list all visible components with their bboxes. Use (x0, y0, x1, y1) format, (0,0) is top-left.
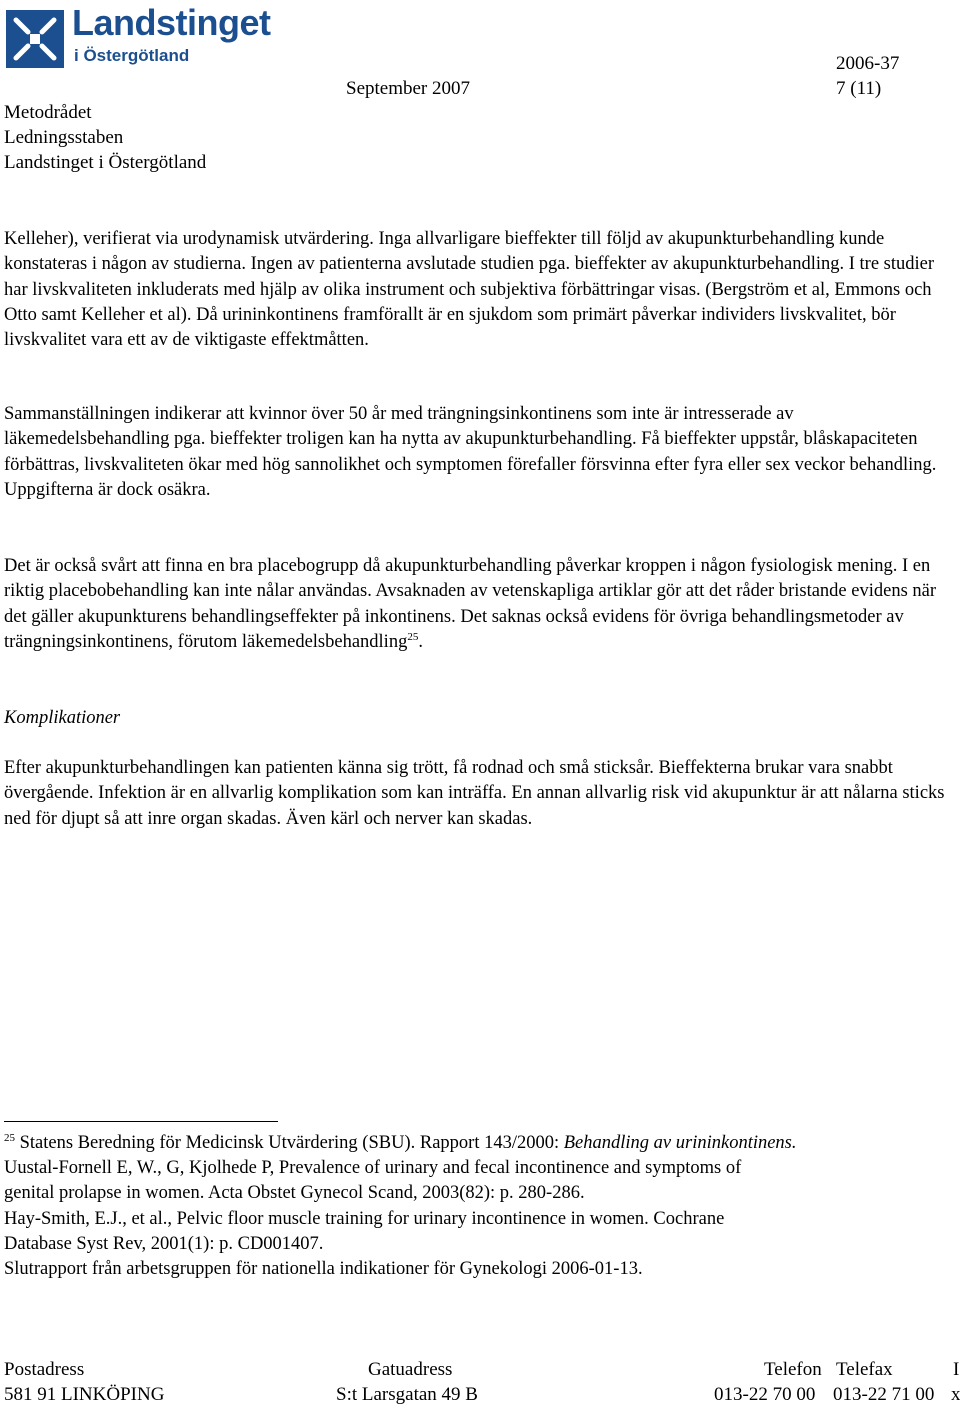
footnote-reference-2: Hay-Smith, E.J., et al., Pelvic floor muscle training for urinary incontinence in women. Cochrane Database Syst Rev, 2001(1): p. CD001407. (4, 1208, 725, 1254)
footer-cut-value: x (951, 1384, 960, 1405)
footer-cut-label: I (953, 1359, 960, 1380)
section-heading: Komplikationer (4, 708, 121, 728)
footnote-text: Statens Beredning för Medicinsk Utvärdering (SBU). Rapport 143/2000: (15, 1133, 564, 1153)
page-number: 7 (11) (836, 78, 882, 99)
org-line-3: Landstinget i Östergötland (4, 152, 207, 173)
paragraph-results (4, 227, 956, 353)
footnote-reference-1: Uustal-Fornell E, W., G, Kjolhede P, Prevalence of urinary and fecal incontinence and symptoms of genital prolapse in women. Acta Obstet Gynecol Scand, 2003(82): p. 280-286. (4, 1158, 742, 1204)
footnote-separator (4, 1121, 278, 1122)
footnote-reference: 25 (407, 630, 419, 643)
footer-telefax-label: Telefax (836, 1359, 893, 1380)
paragraph-text: Sammanställningen indikerar att kvinnor över 50 år med trängningsinkontinens som inte är intresserade av läkemedelsbehandling pga. bieffekter troligen kan ha nytta av akupunkturbehandling. Få bieffekter uppstår, blåskapaciteten förbättras, livskvaliteten ökar med hög sannolikhet och symptomen förefaller försvinna efter fyra eller sex veckor behandling. Uppgifterna är dock osäkra. (4, 404, 937, 500)
paragraph-complications (4, 756, 956, 832)
document-number: 2006-37 (836, 53, 900, 74)
footnote-reference-3: Slutrapport från arbetsgruppen för nationella indikationer för Gynekologi 2006-01-13. (4, 1259, 643, 1280)
logo-subtitle: i Östergötland (74, 46, 190, 65)
footnote-title: Behandling av urininkontinens. (563, 1133, 797, 1153)
footer-gatuadress-value: S:t Larsgatan 49 B (336, 1384, 478, 1405)
footer-postadress-label: Postadress (4, 1359, 85, 1380)
landstinget-emblem-icon (6, 10, 64, 68)
footer-gatuadress-label: Gatuadress (368, 1359, 453, 1380)
paragraph-summary (4, 402, 956, 503)
footer-telefax-value: 013-22 71 00 (833, 1384, 935, 1405)
paragraph-text: Kelleher), verifierat via urodynamisk utvärdering. Inga allvarligare bieffekter till följd av akupunkturbehandling kunde konstateras i någon av studierna. Ingen av patienterna avslutade studien pga. bieffekter av akupunkturbehandling. I tre studier har livskvaliteten inkluderats med hjälp av olika instrument och subjektiva förbättringar visas. (Bergström et al, Emmons och Otto samt Kelleher et al). Då urininkontinens framförallt är en sjukdom som primärt påverkar individers livskvalitet, bör livskvalitet vara ett av de viktigaste effektmåtten. (4, 229, 935, 351)
org-line-1: Metodrådet (4, 102, 92, 123)
paragraph-end: . (418, 631, 423, 652)
document-date: September 2007 (346, 78, 471, 99)
footer-telefon-value: 013-22 70 00 (714, 1384, 816, 1405)
footer-postadress-value: 581 91 LINKÖPING (4, 1384, 165, 1405)
footnote-number: 25 (4, 1132, 15, 1144)
paragraph-text: Efter akupunkturbehandlingen kan patienten känna sig trött, få rodnad och små sticksår. Bieffekterna brukar vara snabbt övergående. Infektion är en allvarlig komplikation som kan inträffa. En annan allvarlig risk vid akupunktur är att nålarna sticks ned för djupt så att inre organ skadas. Även kärl och nerver kan skadas. (4, 758, 945, 829)
footer-telefon-label: Telefon (764, 1359, 822, 1380)
paragraph-text: Det är också svårt att finna en bra placebogrupp då akupunkturbehandling påverkar kroppen i någon fysiologisk mening. I en riktig placebobehandling kan inte nålar användas. Avsaknaden av vetenskapliga artiklar gör att det råder bristande evidens när det gäller akupunkturens behandlingseffekter på inkontinens. Det saknas också evidens för övriga behandlingsmetoder av trängningsinkontinens, förutom läkemedelsbehandling (4, 556, 937, 652)
org-line-2: Ledningsstaben (4, 127, 124, 148)
logo-title: Landstinget (72, 2, 271, 43)
footnote (4, 1131, 954, 1282)
landstinget-logo (6, 2, 276, 70)
paragraph-placebo (4, 554, 956, 655)
